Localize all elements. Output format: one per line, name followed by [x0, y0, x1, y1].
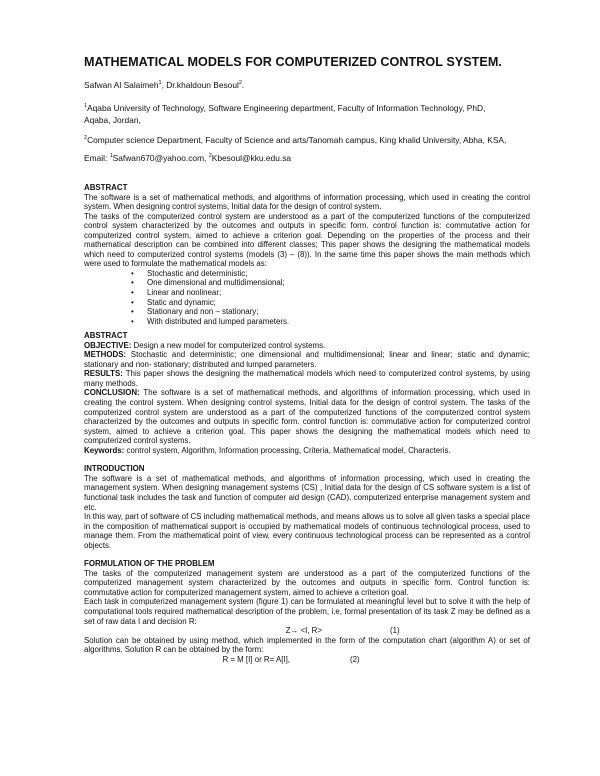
email-mark: 1 — [109, 153, 113, 160]
field-text: control system, Algorithm, Information processing, Criteria, Mathematical model, Characteris. — [124, 445, 451, 455]
section-heading: INTRODUCTION — [84, 464, 145, 474]
list-item: • Static and dynamic; — [131, 298, 530, 308]
list-item: • Linear and nonlinear; — [131, 288, 530, 298]
equation-number: (2) — [350, 654, 360, 664]
list-item: • Stationary and non – stationary; — [131, 307, 530, 317]
field-label: RESULTS: — [84, 369, 123, 379]
equation-number: (1) — [390, 626, 400, 636]
field-label: CONCLUSION: — [84, 388, 140, 398]
paragraph: Each task in computerized management system (figure 1) can be formulated at meaningful level but to solve it with the help of computational tools required mathematical description of the problem, i,e, formal presentation of its task Z may be defined as a set of raw data I and decision R: — [84, 597, 530, 626]
method-list — [84, 269, 530, 326]
author-affiliation-mark: 2 — [238, 80, 242, 87]
abstract-methods — [84, 350, 530, 369]
affiliation-mark: 2 — [84, 135, 88, 142]
field-text: Design a new model for computerized control systems. — [131, 340, 326, 350]
paragraph: The software is a set of mathematical methods, and algorithms of information processing, which used in creating the control system. When designing control systems, Initial data for the design of control system. — [84, 192, 530, 212]
email-mark: 2 — [208, 153, 212, 160]
section-heading: ABSTRACT — [84, 183, 128, 192]
paragraph: In this way, part of software of CS including mathematical methods, and means allows us to solve all given tasks a special place in the composition of mathematical support is occupied by mathematical models of continuous technological process, used to manage them. From the mathematical point of view, every continuous technological process can be represented as a control objects. — [84, 512, 530, 550]
list-item: • With distributed and lumped parameters. — [131, 317, 530, 327]
field-text: The software is a set of mathematical methods, and algorithms of information processing, which used in creating the control system. When designing control systems, Initial data for the design of control system. The tasks of the computerized control system are understood as a part of the computerized functions of the computerized control system characterized by the outcomes and outputs in specific form. control function is: commutative action for computerized control system, aimed to achieve a criterion goal. This paper shows the designing the mathematical models which need to computerized control systems. — [84, 388, 530, 446]
affiliation-line: Computer science Department, Faculty of Science and arts/Tanomah campus, King khalid University, Abha, KSA, — [87, 135, 507, 145]
field-text: Stochastic and deterministic; one dimensional and multidimensional; linear and linear; static and dynamic; stationary and non- stationary; distributed and lumped parameters. — [84, 350, 530, 369]
author-end: . — [241, 80, 245, 90]
author-affiliation-mark: 1 — [158, 80, 162, 87]
affiliation-mark: 1 — [84, 103, 88, 110]
equation-2 — [84, 655, 530, 665]
field-label: Keywords: — [84, 445, 125, 455]
author-name: Safwan Al Salaimeh — [84, 80, 159, 90]
email-address: Safwan670@yahoo.com, — [112, 153, 209, 163]
email-label: Email: — [84, 153, 110, 163]
field-label: OBJECTIVE: — [84, 340, 132, 350]
author-line — [84, 80, 244, 92]
abstract-objective — [84, 341, 530, 351]
author-separator: , — [161, 80, 167, 90]
paragraph: The software is a set of mathematical methods, and algorithms of information processing, which used in creating the management system. When designing management systems (CS) , Initial data for the design of CS software system is a list of functional task includes the task and function of computer aid design (CAD), computerized enterprise management system and etc. — [84, 473, 530, 512]
paragraph: The tasks of the computerized control system are understood as a part of the computerized functions of the computerized control system characterized by the outcomes and outputs in specific form. control function is: commutative action for computerized control system, aimed to achieve a criterion goal. Depending on the properties of the process and their mathematical description can be combined into different classes; This paper shows the designing the mathematical models which need to computerized control systems (models (3) – (8)). In the same time this paper shows the main methods which were used to formulate the mathematical models as: — [84, 211, 530, 269]
abstract-keywords — [84, 446, 530, 456]
list-item: • Stochastic and deterministic; — [131, 269, 530, 279]
field-text: This paper shows the designing the mathematical models which need to computerized control systems, by using many methods. — [84, 369, 530, 388]
abstract-conclusion — [84, 388, 530, 445]
affiliation-line: Aqaba University of Technology, Software Engineering department, Faculty of Information Technology, PhD, — [87, 103, 486, 113]
author-name: Dr.khaldoun Besoul — [166, 80, 239, 90]
email-line — [84, 153, 291, 165]
abstract-results — [84, 369, 530, 388]
affiliation-line: Aqaba, Jordan, — [84, 114, 141, 125]
equation-1 — [84, 626, 530, 636]
affiliation-1 — [84, 103, 485, 126]
paper-title: MATHEMATICAL MODELS FOR COMPUTERIZED CONTROL SYSTEM. — [84, 55, 502, 69]
paper-body — [84, 183, 530, 664]
field-label: METHODS: — [84, 350, 127, 360]
list-item: • One dimensional and multidimensional; — [131, 278, 530, 288]
section-heading: FORMULATION OF THE PROBLEM — [84, 559, 215, 569]
equation-expression: Z→ <I, R> — [285, 626, 322, 636]
paragraph: The tasks of the computerized management system are understood as a part of the computerized functions of the computerized management system characterized by the outcomes and outputs in specific form. Control function is: commutative action for computerized management system, aimed to achieve a criterion goal. — [84, 568, 530, 597]
section-heading: ABSTRACT — [84, 331, 128, 341]
email-address: Kbesoul@kku.edu.sa — [211, 153, 292, 163]
equation-expression: R = M [I] or R= A[I], — [222, 654, 290, 664]
affiliation-2 — [84, 135, 506, 147]
paragraph: Solution can be obtained by using method, which implemented in the form of the computation chart (algorithm A) or set of algorithms. Solution R can be obtained by the form: — [84, 635, 530, 655]
